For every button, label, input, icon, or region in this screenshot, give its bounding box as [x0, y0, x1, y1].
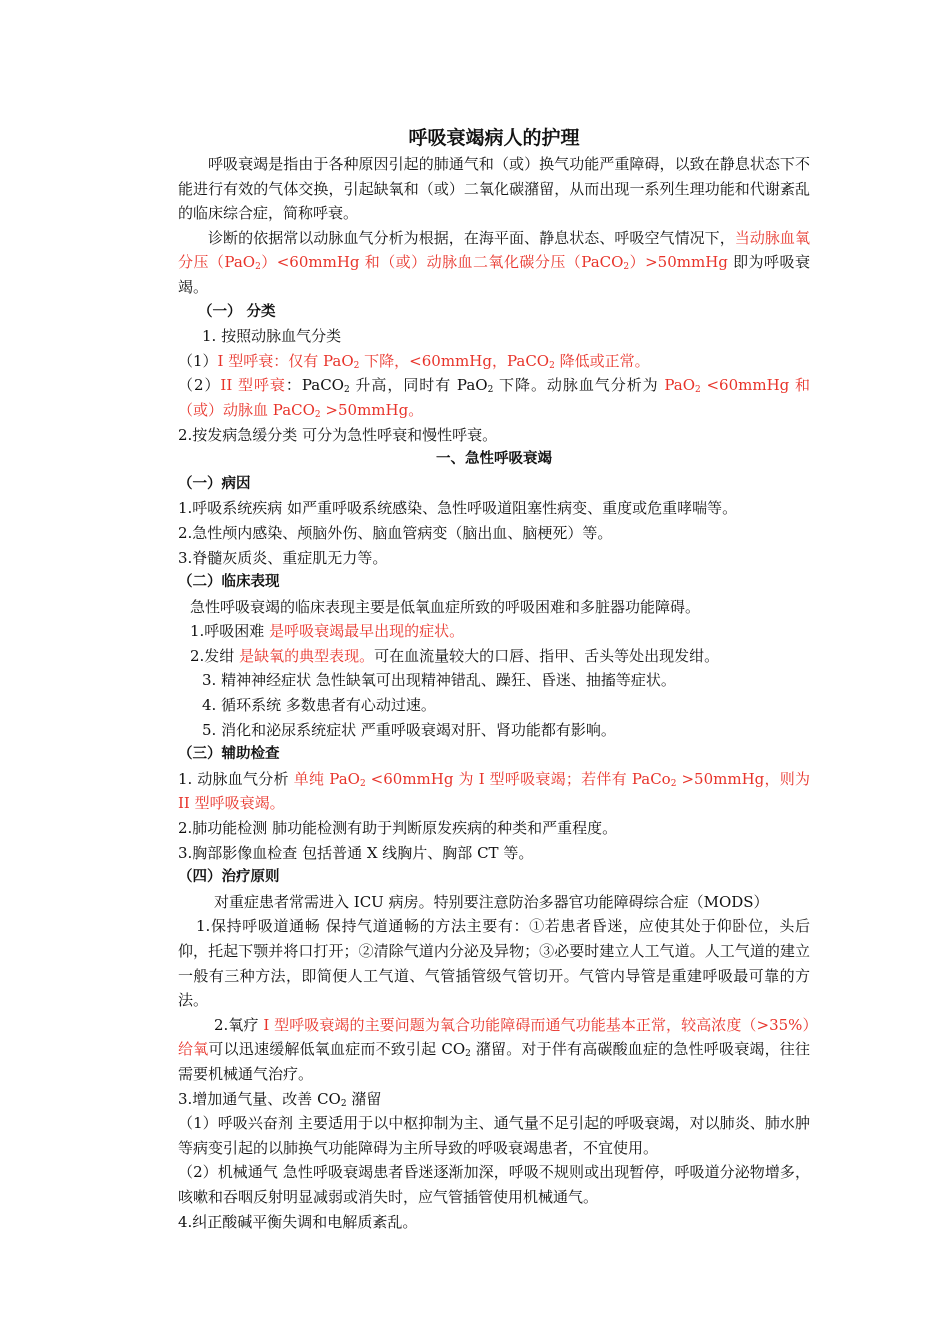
auxiliary-item: 1. 动脉血气分析 单纯 PaO$_2$ <60mmHg 为 I 型呼吸衰竭；若伴有 PaCo$_2$ >50mmHg，则为 II 型呼吸衰竭。: [178, 769, 810, 813]
auxiliary-item: 3.胸部影像血检查 包括普通 X 线胸片、胸部 CT 等。: [178, 843, 534, 862]
treatment-ventilation-item: （1）呼吸兴奋剂 主要适用于以中枢抑制为主、通气量不足引起的呼吸衰竭，对以肺炎、肺水肿等病变引起的以肺换气功能障碍为主所导致的呼吸衰竭患者，不宜使用。: [178, 1114, 810, 1157]
treatment-airway: 1.保持呼吸道通畅 保持气道通畅的方法主要有：①若患者昏迷，应使其处于仰卧位，头后仰，托起下颚并将口打开；②清除气道内分泌及异物；③必要时建立人工气道。人工气道的建立一般有三种方法，即简便人工气道、气管插管级气管切开。气管内导管是重建呼吸最可靠的方法。: [178, 917, 810, 1010]
heading-clinical: （二）临床表现: [178, 574, 280, 591]
diagnosis-paragraph: 诊断的依据常以动脉血气分析为根据，在海平面、静息状态、呼吸空气情况下，当动脉血氧分压（PaO$_2$）<60mmHg 和（或）动脉血二氧化碳分压（PaCO$_2$）>50mmHg 即为呼吸衰竭。: [178, 228, 810, 296]
page-title: 呼吸衰竭病人的护理: [408, 127, 580, 149]
treatment-ventilation: 3.增加通气量、改善 $CO_2$ 潴留: [178, 1089, 382, 1109]
classification-blood-gas: 1. 按照动脉血气分类: [202, 327, 342, 346]
treatment-electrolyte: 4.纠正酸碱平衡失调和电解质紊乱。: [178, 1212, 418, 1231]
diagnosis-criteria: 当动脉血氧分压（PaO$_2$）<60mmHg 和（或）动脉血二氧化碳分压（PaCO$_2$）>50mmHg: [178, 228, 810, 273]
classification-onset: 2.按发病急缓分类 可分为急性呼衰和慢性呼衰。: [178, 425, 498, 444]
treatment-intro: 对重症患者常需进入 ICU 病房。特别要注意防治多器官功能障碍综合症（MODS）: [214, 892, 769, 911]
clinical-item: 3. 精神神经症状 急性缺氧可出现精神错乱、躁狂、昏迷、抽搐等症状。: [202, 671, 676, 690]
section-acute-title: 一、急性呼吸衰竭: [436, 451, 552, 468]
heading-treatment: （四）治疗原则: [178, 869, 280, 886]
cause-item: 2.急性颅内感染、颅脑外伤、脑血管病变（脑出血、脑梗死）等。: [178, 523, 613, 542]
type2-item: （2）II 型呼衰：PaCO$_2$ 升高，同时有 PaO$_2$ 下降。动脉血气分析为 PaO$_2$ <60mmHg 和（或）动脉血 PaCO$_2$ >50mmHg。: [178, 376, 810, 420]
document-page: [178, 124, 810, 1234]
auxiliary-item: 2.肺功能检测 肺功能检测有助于判断原发疾病的种类和严重程度。: [178, 819, 618, 838]
treatment-oxygen: 2.氧疗 I 型呼吸衰竭的主要问题为氧合功能障碍而通气功能基本正常，较高浓度（>35%）给氧可以迅速缓解低氧血症而不致引起 $CO_2$ 潴留。对于伴有高碳酸血症的急性呼吸衰竭，往往需要机械通气治疗。: [178, 1015, 810, 1083]
type1-item: （1）I 型呼衰：仅有 PaO$_2$ 下降，<60mmHg，PaCO$_2$ 降低或正常。: [178, 351, 650, 371]
clinical-intro: 急性呼吸衰竭的临床表现主要是低氧血症所致的呼吸困难和多脏器功能障碍。: [190, 597, 701, 616]
clinical-item: 2.发绀 是缺氧的典型表现。可在血流量较大的口唇、指甲、舌头等处出现发绀。: [190, 646, 720, 665]
intro-paragraph: 呼吸衰竭是指由于各种原因引起的肺通气和（或）换气功能严重障碍，以致在静息状态下不能进行有效的气体交换，引起缺氧和（或）二氧化碳潴留，从而出现一系列生理功能和代谢紊乱的临床综合症，简称呼衰。: [178, 155, 810, 223]
heading-classification: （一） 分类: [198, 303, 276, 320]
treatment-ventilation-item: （2）机械通气 急性呼吸衰竭患者昏迷逐渐加深，呼吸不规则或出现暂停，呼吸道分泌物增多，咳嗽和吞咽反射明显减弱或消失时，应气管插管使用机械通气。: [178, 1163, 810, 1206]
clinical-item: 5. 消化和泌尿系统症状 严重呼吸衰竭对肝、肾功能都有影响。: [202, 720, 616, 739]
diagnosis-text: 诊断的依据常以动脉血气分析为根据，在海平面、静息状态、呼吸空气情况下，: [208, 228, 735, 247]
clinical-item: 1.呼吸困难 是呼吸衰竭最早出现的症状。: [190, 622, 465, 641]
cause-item: 3.脊髓灰质炎、重症肌无力等。: [178, 548, 388, 567]
heading-cause: （一）病因: [178, 475, 251, 492]
clinical-item: 4. 循环系统 多数患者有心动过速。: [202, 696, 436, 715]
heading-auxiliary: （三）辅助检查: [178, 746, 280, 763]
cause-item: 1.呼吸系统疾病 如严重呼吸系统感染、急性呼吸道阻塞性病变、重度或危重哮喘等。: [178, 499, 738, 518]
